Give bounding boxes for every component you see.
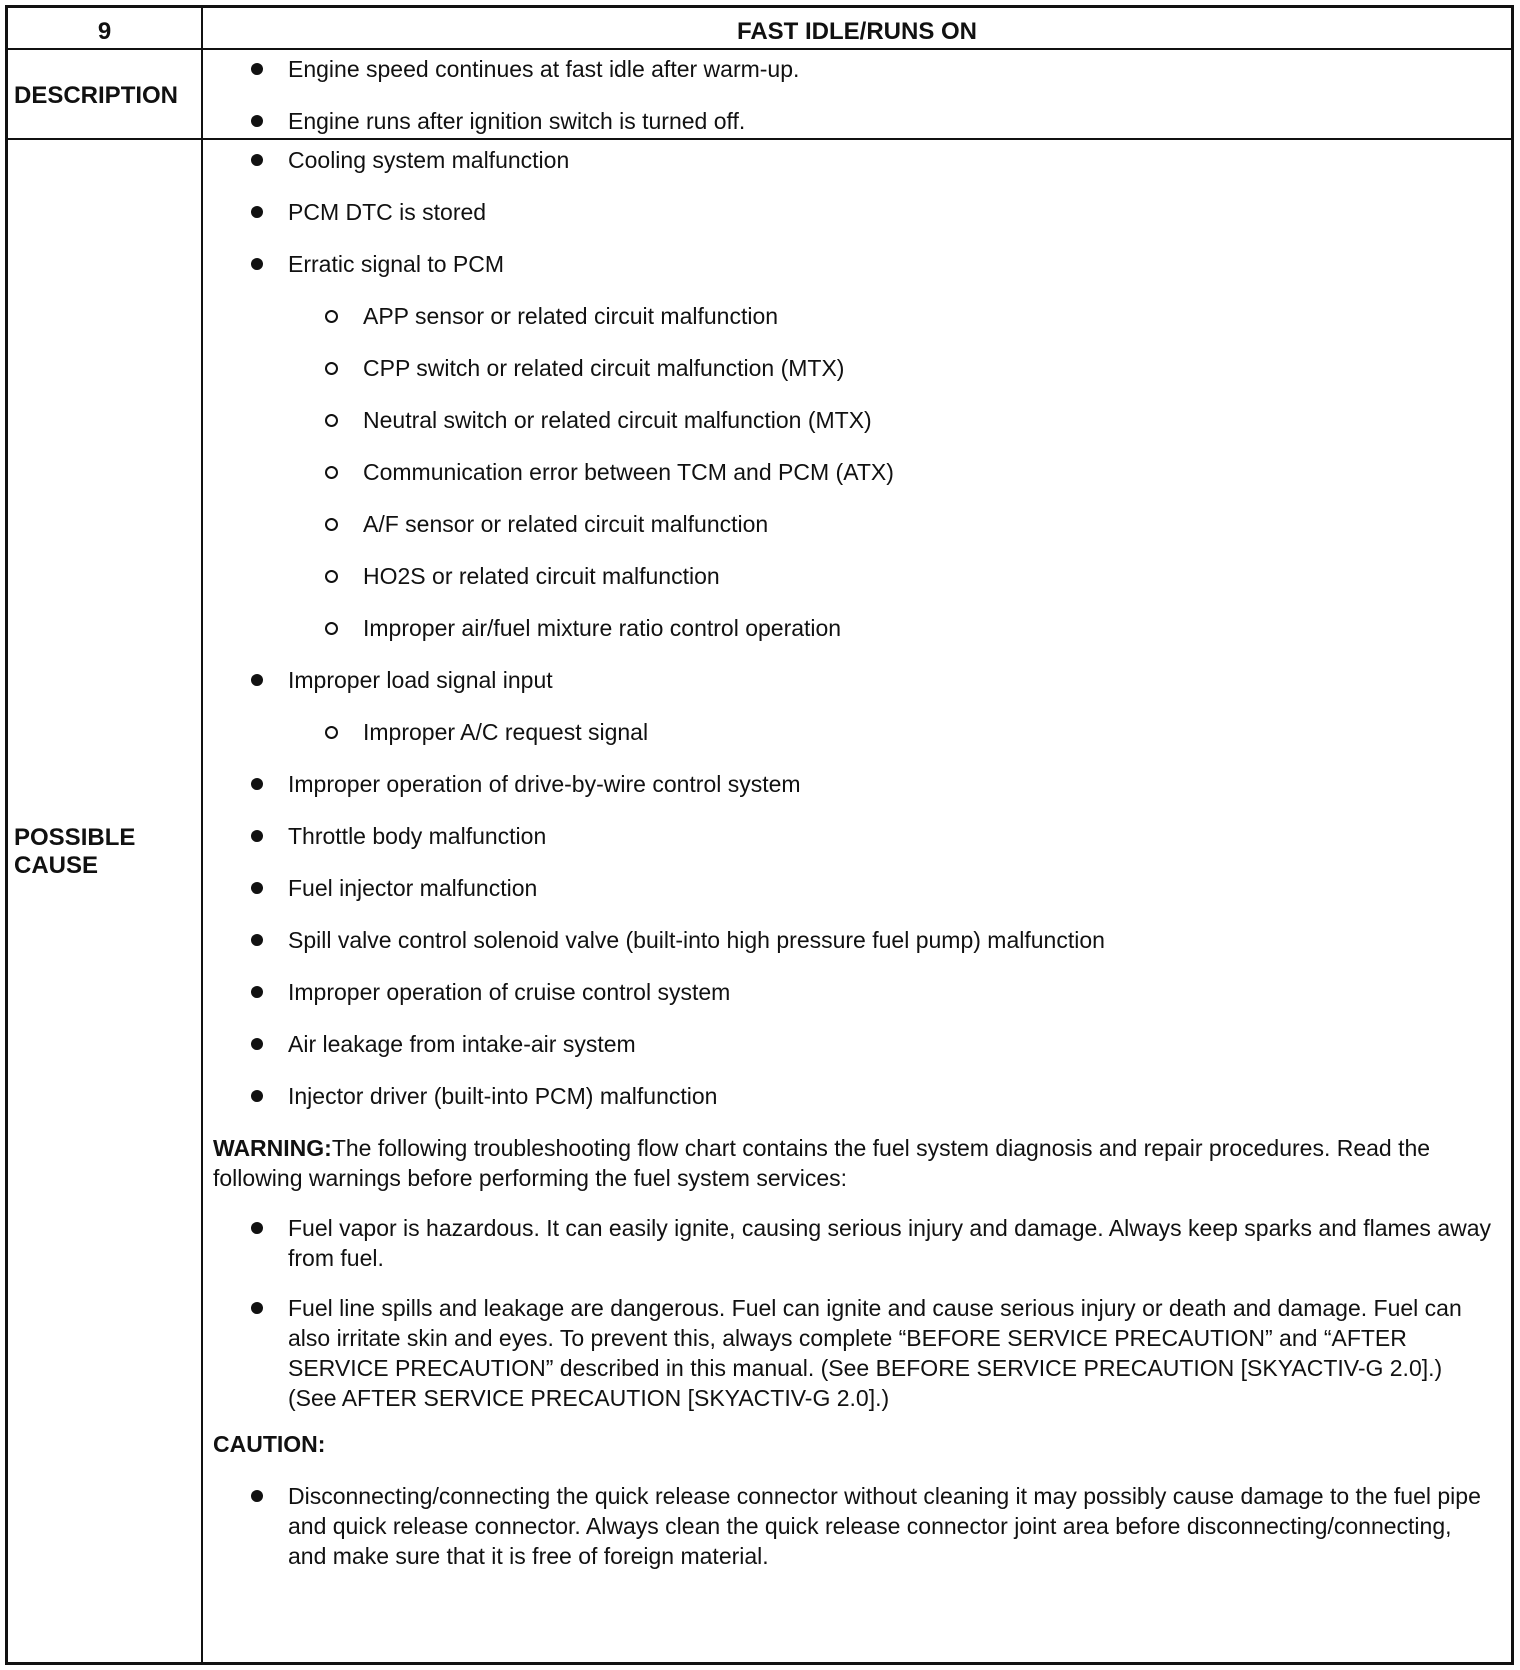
bullet-icon	[251, 1490, 263, 1502]
bullet-icon	[251, 63, 263, 75]
bullet-icon	[251, 778, 263, 790]
description-label: DESCRIPTION	[14, 82, 179, 109]
bullet-icon	[251, 986, 263, 998]
caution-label: CAUTION:	[213, 1431, 326, 1457]
bullet-icon	[251, 1302, 263, 1314]
warning-paragraph	[213, 1133, 1493, 1193]
possible-cause-label: POSSIBLE CAUSE	[14, 824, 136, 879]
warning-label: WARNING:	[213, 1135, 332, 1161]
bullet-icon	[251, 830, 263, 842]
bullet-icon	[251, 115, 263, 127]
possible-cause-list: Cooling system malfunction PCM DTC is stored Erratic signal to PCM APP sensor or related circuit malfunction CPP switch or related circuit malfunction (MTX) Neutral switch or related circuit malfunction (MTX) Communication error between TCM and PCM (ATX) A/F sensor or related circuit malfunction HO2S or related circuit malfunction Improper air/fuel mixture ratio control operation Improper load signal input Improper A/C request signal Improper operation of drive-by-wire control system Throttle body malfunction Fuel injector malfunction Spill valve control solenoid valve (built-into high pressure fuel pump) malfunction Improper operation of cruise control system Air leakage from intake-air system Injector driver (built-into PCM) malfunction WARNING:The following troubleshooting flow chart contains the fuel system diagnosis and repair procedures. Read the following warnings before performing the fuel system services: Fuel vapor is hazardous. It can easily ignite, causing serious injury and damage. Always keep sparks and flames away from fuel. Fuel line spills and leakage are dangerous. Fuel can ignite and cause serious injury or death and damage. Fuel can also irritate skin and eyes. To prevent this, always complete “BEFORE SERVICE PRECAUTION” and “AFTER SERVICE PRECAUTION” described in this manual. (See BEFORE SERVICE PRECAUTION [SKYACTIV-G 2.0].) (See AFTER SERVICE PRECAUTION [SKYACTIV-G 2.0].) CAUTION: Disconnecting/connecting the quick release connector without cleaning it may possibly cause damage to the fuel pipe and quick release connector. Always clean the quick release connector joint area before disconnecting/connecting, and make sure that it is free of foreign material.	[203, 145, 1511, 1662]
caution-list-item: Disconnecting/connecting the quick release connector without cleaning it may possibly cause damage to the fuel pipe and quick release connector. Always clean the quick release connector joint area before disconnecting/connecting, and make sure that it is free of foreign material.	[203, 1481, 1511, 1571]
circle-bullet-icon	[325, 362, 338, 375]
warning-list-item: Fuel vapor is hazardous. It can easily ignite, causing serious injury and damage. Always keep sparks and flames away from fuel.	[203, 1213, 1511, 1273]
troubleshooting-table	[5, 5, 1514, 1665]
warning-text: The following troubleshooting flow chart contains the fuel system diagnosis and repair procedures. Read the following warnings before performing the fuel system services:	[213, 1135, 1431, 1191]
warning-list-item: Fuel line spills and leakage are dangerous. Fuel can ignite and cause serious injury or death and damage. Fuel can also irritate skin and eyes. To prevent this, always complete “BEFORE SERVICE PRECAUTION” and “AFTER SERVICE PRECAUTION” described in this manual. (See BEFORE SERVICE PRECAUTION [SKYACTIV-G 2.0].) (See AFTER SERVICE PRECAUTION [SKYACTIV-G 2.0].)	[203, 1293, 1511, 1413]
bullet-icon	[251, 258, 263, 270]
description-list: Engine speed continues at fast idle after warm-up. Engine runs after ignition switch is turned off.	[203, 54, 1511, 142]
bullet-icon	[251, 154, 263, 166]
circle-bullet-icon	[325, 518, 338, 531]
circle-bullet-icon	[325, 622, 338, 635]
section-title: FAST IDLE/RUNS ON	[736, 18, 977, 45]
circle-bullet-icon	[325, 466, 338, 479]
bullet-icon	[251, 674, 263, 686]
section-number: 9	[97, 18, 112, 45]
circle-bullet-icon	[325, 570, 338, 583]
bullet-icon	[251, 206, 263, 218]
circle-bullet-icon	[325, 726, 338, 739]
bullet-icon	[251, 1038, 263, 1050]
bullet-icon	[251, 1090, 263, 1102]
bullet-icon	[251, 1222, 263, 1234]
row-divider	[8, 138, 1511, 140]
circle-bullet-icon	[325, 310, 338, 323]
circle-bullet-icon	[325, 414, 338, 427]
row-divider	[8, 48, 1511, 50]
bullet-icon	[251, 882, 263, 894]
bullet-icon	[251, 934, 263, 946]
